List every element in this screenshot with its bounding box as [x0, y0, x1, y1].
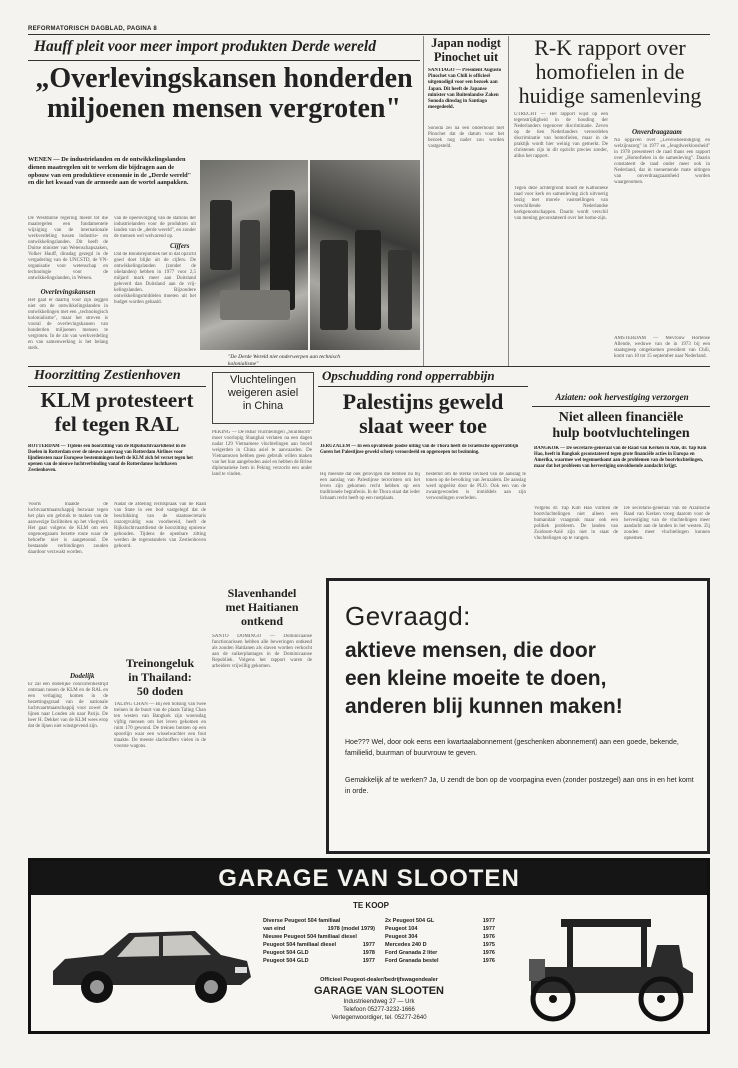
japan-lead: SANTIAGO — President Augusto Pinochet van Chili is officieel uitgenodigd voor een bezoek aan Japan. Dit heeft de Japanse minister van Buitenlandse Zaken Sonoda dinsdag in Santiago meegedeeld. [428, 68, 502, 111]
list-item: Nieuwe Peugeot 504 familiaal diesel [263, 934, 357, 940]
klm-body-1: Voorts maakte de luchtvaartmaatschappij bezwaar tegen het plan om gebruik te maken van de aanwezige faciliteiten op het vliegveld. Het gaat volgens de KLM om een ongenoegzaam bezette route waar de behoefte niet is aangetoond. De bestaande verbindingen zouden daardoor verzwakt worden. [28, 502, 108, 555]
pal-body-2: bestemd om de sterke invloed van de aanslag te tonen op de bevolking van Jeruzalem. De aanslag werd opgeëist door de PLO. Ook een van de zwaargewonden is inmiddels aan zijn verwondingen overleden. [426, 472, 526, 501]
list-item: 2x Peugeot 504 GL 1977 [385, 918, 495, 924]
vlucht-body: PEKING — De 8sbar vluchtelingen „Skulldsorb" moet voorlopig Shanghai verlaten na een dagen nadat 129 Vietnamese vluchtelingen aan boord weigerden in China asiel te aanvaarden. De Vietnamezen hebben geen gebruik willen maken van het hun aangeboden asiel en hebben de Britse diplomatieke bem in Peking verzocht een ander land te vinden. [212, 430, 312, 477]
klm-lead: ROTTERDAM — Tijdens een hoorzitting van de Rijksluchtvaartdienst in de Doelen in Rotterdam over de nieuwe aanvraag van Rotterdam Airlines voor lijndiensten naar Europese bestemmingen heeft de KLM zich fel verzet tegen het openen van de nieuwe luchtverbinding vanaf de Rotterdamse luchthaven Zestienhoven. [28, 444, 193, 473]
photo-children [310, 160, 420, 350]
gevraagd-question: Hoe??? Wel, door ook eens een kwartaalabonnement (geschenken abonnement) aan een goede, bekende, familielid, buurman of buurvrouw te geven. [345, 739, 679, 757]
list-item: Peugeot 504 GLD 1978 [263, 950, 375, 956]
klm-kicker: Hoorzitting Zestienhoven [34, 368, 181, 383]
list-item: Peugeot 104 1977 [385, 926, 495, 932]
gevraagd-line-3: anderen blij kunnen maken! [345, 695, 623, 718]
azie-headline-1: Niet alleen financiële [558, 410, 684, 425]
pal-kicker: Opschudding rond opperrabbijn [322, 368, 495, 383]
hauff-body-1: De Westduitse regering meent tot die maatregelen een fundamentele wijziging van de internationale werkverdeling tussen industrie- en ontwikkelingslanden. Dit heeft de Duitse minister van Wetenschapszaken, Volker Hauff, dinsdag gezegd in de vergadering van de UNCSTD, de VN-organisatie voor wetenschap en technologie voor de ontwikkelingslanden, in Wenen. [28, 216, 108, 281]
list-item: Peugeot 504 GLD 1977 [263, 958, 375, 964]
list-item: Peugeot 504 familiaal diesel 1977 [263, 942, 375, 948]
trein-headline-1: Treinongeluk [125, 656, 195, 670]
hauff-headline-1: „Overlevingskansen honderden [35, 63, 413, 94]
masthead: REFORMATORISCH DAGBLAD, PAGINA 8 [28, 26, 158, 32]
vintage-car-image [501, 909, 701, 1027]
garage-list-right [385, 917, 495, 965]
klm-sub-1: Dodelijk [70, 672, 95, 680]
rk-body-4: AMSTERDAM — Mevrouw Hortense Allende, weduwe van de in 1973 bij een staatsgreep omgekomen president van Chili, komt van 10 tot 15 september naar Nederland. [614, 336, 710, 359]
azie-kicker: Aziaten: ook hervestiging verzorgen [555, 392, 689, 402]
japan-headline: Japan nodigt Pinochet uit [431, 36, 501, 64]
slaven-body: SANTO DOMINGO — Dominicaanse functionarissen hebben alle beweringen ontkend als zouden Haitianen als slaven worden verkocht aan de suikerplantages in de Dominicaanse Republiek. Volgens het rapport waren de arbeiders vrijwillig gekomen. [212, 634, 312, 669]
klm-headline-2: fel tegen RAL [54, 412, 180, 436]
gevraagd-text: Gemakkelijk af te werken? Ja, U zendt de bon op de voorpagina even (zonder postzegel) aan ons in en het komt in orde. [345, 777, 694, 795]
garage-phone: Telefoon 05277-3232-1666 [343, 1007, 415, 1013]
list-item: Diverse Peugeot 504 familiaal [263, 918, 341, 924]
hauff-kicker-rule [28, 60, 420, 61]
pal-body-1: Hij meende dat ook gelovigen die hebben nu bij een aanslag van Palestijnse terroristen om het leven zijn gekomen recht hebben op een traditionele begrafenis. In de Thora staat dat ieder lichaam recht heeft op een rustplaats. [320, 472, 420, 501]
hauff-body-4: Dat de Bondsrepubliek het in dat opzicht goed doet blijkt uit de cijfers. De ontwikkelingslanden (zonder de olielanden) hebben in 1977 voor 2,5 miljard mark meer aan Duitsland geleverd dan Duitsland aan de vrij-kelingslanden. Bijzondere ontwikkelingsmiddelen moeten uit het budget worden gehaald. [114, 252, 196, 305]
garage-list-left [263, 917, 375, 965]
rk-body-2: Tegen deze achtergrond houdt de Katholieke raad voor kerk en samenleving zich uitvoerig bezig met morele vaststellingen van verschillende Nederlandse kerkgenootschappen. Daarin wordt verschil van mening geconstateerd over het homo-zijn. [514, 186, 608, 221]
klm-body-2: Er zal een dodelijke concurrentiestrijd ontstaan tussen de KLM en de RAL en een verlaging komen in de bezettingsgraad van de nationale luchtvaartmaatschappij voor zowel de lijnen naar Londen als naar Parijs. De heer H. Dekker van de KLM wees erop dat de lijnen niet winstgevend zijn. [28, 682, 108, 729]
garage-name: GARAGE VAN SLOOTEN [314, 985, 444, 997]
azie-body-2: De secretaris-generaal van de Aziatische Raad van Kerken vroeg daarom voor de hervestiging van de vluchtelingen meer aandacht aan de landen in het westen. Zij zouden meer vluchtelingen kunnen opnemen. [624, 506, 710, 541]
list-item: Ford Granada 2 liter 1976 [385, 950, 495, 956]
klm-body-3: Nadat de afdeling rechtspraak van de Raad van State in een bod vastgelegd dat de beschikking van de staatssecretaris onzorgvuldig was voorbereid, heeft de Rijksluchtvaartdienst de hoorzitting opnieuw gehouden. Tijdens de openbare zitting werden de tegenstanders van Zestienhoven gehoord. [114, 502, 206, 549]
rk-body-1: UTRECHT — Het rapport wijst op een tegenstrijdigheid in de houding der Nederlanders tegenover discriminatie. Zeven op de tien Nederlanders veroordelen discriminatie van homofielen, maar in de praktijk wordt hier weinig van gemerkt. De christenen zijn in dit opzicht precies zonder, aldus het rapport. [514, 112, 608, 159]
photo-workers [200, 160, 308, 350]
hauff-lead: WENEN — De industrielanden en de ontwikkelingslanden dienen maatregelen uit te werken die bijdragen aan de opbouw van een produktieve economie in de „Derde wereld" en die het kwaad van de armoede aan de wortel aanpakken. [28, 156, 192, 187]
garage-address: Industrieendweg 27 — Urk [343, 999, 415, 1005]
rk-headline-1: R-K rapport over [534, 35, 686, 60]
list-item: van eind 1978 (model 1979) [263, 926, 375, 932]
rk-headline-2: homofielen in de [535, 59, 685, 84]
hauff-sub-2: Cijfers [170, 242, 190, 250]
hauff-headline-2: miljoenen mensen vergroten" [46, 93, 402, 124]
slaven-headline-2: met Haitianen [225, 600, 299, 614]
photo1-caption: "De Derde Wereld niet onderwerpen aan technisch kolonialisme" [228, 354, 340, 367]
klm-headline-1: KLM protesteert [40, 388, 194, 412]
list-item: Mercedes 240 D 1975 [385, 942, 495, 948]
hauff-sub-1: Overlevingskansen [40, 288, 96, 296]
rk-sub: Onverdraagzaam [632, 128, 682, 136]
garage-subtitle: TE KOOP [352, 901, 389, 910]
japan-body: Sonoda zei na een onderhoud met Pinochet dat de datum voor het bezoek nog nader zou worden vastgesteld. [428, 126, 504, 149]
rk-headline-3: huidige samenleving [518, 83, 702, 108]
trein-body: TALING CHAN — Bij een botsing van twee treinen in de buurt van de plaats Taling Chan ten westen van Bangkok zijn woensdag vijftig mensen om het leven gekomen en ruim 170 gewond. De treinen botsten op een spoorlijn waar een wisselwachter een fout maakte. De meeste slachtoffers vielen in de voorste wagons. [114, 702, 206, 749]
vlucht-headline-2: weigeren asiel [227, 387, 299, 399]
peugeot-car-image [45, 915, 257, 1007]
garage-title: GARAGE VAN SLOOTEN [218, 865, 520, 892]
azie-lead: BANGKOK — De secretaris-generaal van de Raad van Kerken in Azië, dr. Yap Kim Hao, heeft in Bangkok geconstateerd tegen grote financiële acties in Europa en Amerika, waarmee wel tegemoetkomt aan de problemen van de bootvluchtelingen, maar dat het probleem van hervestiging onvoldoende aandacht krijgt. [534, 446, 707, 469]
hauff-body-3: van de opeenvolging van de stations der industrielanden voor de produkten uit landen van de „derde wereld", en zonder de mensen wel welvarend op. [114, 216, 196, 239]
pal-headline-2: slaat weer toe [359, 413, 487, 438]
garage-ad [28, 858, 710, 1034]
hauff-kicker: Hauff pleit voor meer import produkten Derde wereld [34, 38, 376, 55]
list-item: Ford Granada bestel 1976 [385, 958, 495, 964]
azie-body-1: Volgens dr. Yap Kim Hao vormen de bootvluchtelingen niet alleen een humanitair vraagstuk maar ook een politiek probleem. De landen van Zuidoost-Azië zijn niet in staat de vluchtelingen op te vangen. [534, 506, 618, 541]
rk-body-3: Na opgaven over „Levensbeëindiging en welzijnszorg" in 1977 en „Jeugdwerkloosheid" in 1978 presenteert de raad thans een rapport over „Homofielen in de samenleving". Daarin constateert de raad onder meer ook in Nederland, dat in toenemende mate uitingen van onverdraagzaamheid worden waargenomen. [614, 138, 710, 185]
azie-headline-2: hulp bootvluchtelingen [552, 426, 690, 441]
pal-headline-1: Palestijns geweld [342, 389, 504, 414]
gevraagd-line-2: een kleine moeite te doen, [345, 667, 607, 690]
vlucht-headline-3: in China [242, 400, 284, 412]
vlucht-headline-1: Vluchtelingen [229, 374, 297, 386]
trein-headline-3: 50 doden [136, 684, 184, 698]
trein-headline-2: in Thailand: [128, 670, 192, 684]
list-item: Peugeot 304 1976 [385, 934, 495, 940]
slaven-headline-1: Slavenhandel [227, 586, 297, 600]
gevraagd-title: Gevraagd: [345, 601, 471, 631]
hauff-body-2: Het gaat er daarbij voor zijn zeggen niet om de ontwikkelingslanden in ontwikkelingen met een „technologisch kolonialisme", maar het streven is vooral de overlevingskansen van honderden miljoenen mensen te vergroten. In de zin van werkverdeling en van samenwerking is het belang sterk. [28, 298, 108, 351]
slaven-headline-3: ontkend [240, 614, 284, 628]
pal-lead: JERUZALEM — In een opvallende joodse uiting van de Thora heeft de Israëlische opperrabbijn Goren het Palestijnse geweld scherp veroordeeld en opgeroepen tot bezinning. [320, 444, 519, 455]
gevraagd-line-1: aktieve mensen, die door [345, 639, 596, 662]
gevraagd-ad [326, 578, 710, 854]
garage-rep: Vertegenwoordiger, tel. 05277-2640 [331, 1015, 427, 1021]
garage-dealer: Officieel Peugeot-dealer/bedrijfswagendealer [320, 977, 438, 983]
